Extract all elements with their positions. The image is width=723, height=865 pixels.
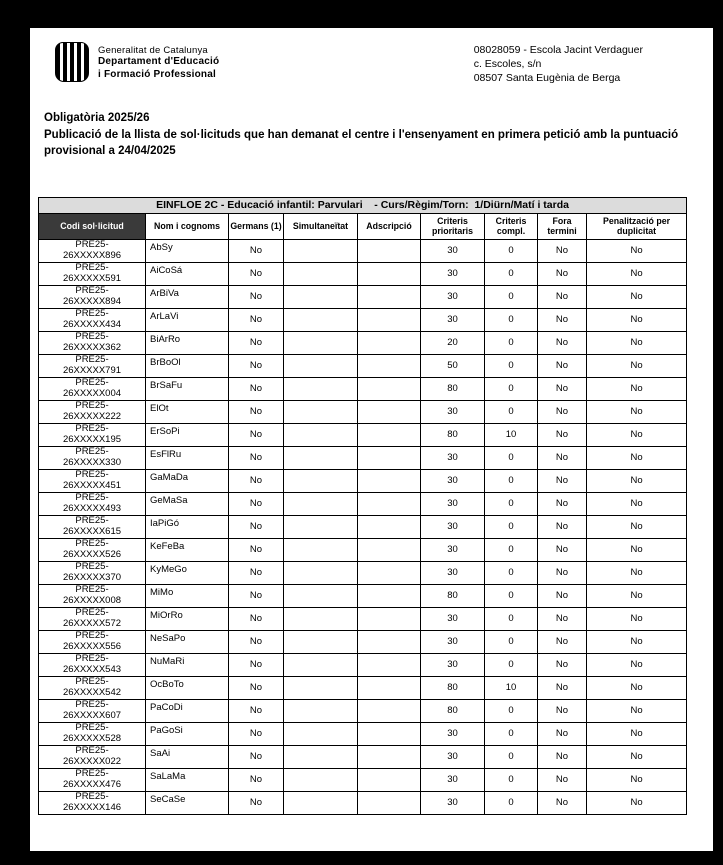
table-row bbox=[39, 423, 687, 446]
codi-cell: PRE25- 26XXXXX451 bbox=[39, 469, 146, 492]
table-row bbox=[39, 400, 687, 423]
simultaneitat-cell bbox=[284, 308, 358, 331]
criteris-compl-cell: 0 bbox=[485, 745, 538, 768]
criteris-compl-cell: 0 bbox=[485, 446, 538, 469]
penalitzacio-cell: No bbox=[587, 791, 687, 814]
table-row bbox=[39, 354, 687, 377]
org-line: Departament d'Educació bbox=[98, 56, 220, 67]
nom-cell: ErSoPi bbox=[146, 423, 229, 446]
generalitat-logo-icon bbox=[55, 42, 89, 82]
criteris-prioritaris-cell: 30 bbox=[421, 308, 485, 331]
penalitzacio-cell: No bbox=[587, 630, 687, 653]
adscripcio-cell bbox=[358, 653, 421, 676]
adscripcio-cell bbox=[358, 331, 421, 354]
school-street: c. Escoles, s/n bbox=[473, 58, 542, 71]
penalitzacio-cell: No bbox=[587, 699, 687, 722]
table-row bbox=[39, 607, 687, 630]
nom-cell: ArLaVi bbox=[146, 308, 229, 331]
simultaneitat-cell bbox=[284, 446, 358, 469]
codi-cell: PRE25- 26XXXXX615 bbox=[39, 515, 146, 538]
penalitzacio-cell: No bbox=[587, 446, 687, 469]
criteris-compl-cell: 0 bbox=[485, 538, 538, 561]
simultaneitat-cell bbox=[284, 239, 358, 262]
criteris-compl-cell: 0 bbox=[485, 308, 538, 331]
adscripcio-cell bbox=[358, 584, 421, 607]
criteris-prioritaris-cell: 30 bbox=[421, 446, 485, 469]
adscripcio-cell bbox=[358, 285, 421, 308]
adscripcio-cell bbox=[358, 607, 421, 630]
table-row bbox=[39, 469, 687, 492]
penalitzacio-cell: No bbox=[587, 239, 687, 262]
codi-cell: PRE25- 26XXXXX476 bbox=[39, 768, 146, 791]
adscripcio-cell bbox=[358, 676, 421, 699]
criteris-compl-cell: 0 bbox=[485, 515, 538, 538]
criteris-prioritaris-cell: 80 bbox=[421, 676, 485, 699]
school-code-name: 08028059 - Escola Jacint Verdaguer bbox=[473, 44, 643, 56]
criteris-compl-cell: 0 bbox=[485, 354, 538, 377]
adscripcio-cell bbox=[358, 492, 421, 515]
nom-cell: NeSaPo bbox=[146, 630, 229, 653]
title-line-1: Obligatòria 2025/26 bbox=[44, 111, 150, 124]
table-row bbox=[39, 285, 687, 308]
codi-cell: PRE25- 26XXXXX330 bbox=[39, 446, 146, 469]
nom-cell: GeMaSa bbox=[146, 492, 229, 515]
title-line-2: Publicació de la llista de sol·licituds que han demanat el centre i l'ensenyament en primera petició amb la puntuació provisional a 24/04/2025 bbox=[44, 128, 679, 157]
fora-termini-cell: No bbox=[538, 331, 587, 354]
nom-cell: SeCaSe bbox=[146, 791, 229, 814]
penalitzacio-cell: No bbox=[587, 285, 687, 308]
adscripcio-cell bbox=[358, 722, 421, 745]
criteris-prioritaris-cell: 30 bbox=[421, 469, 485, 492]
criteris-compl-cell: 0 bbox=[485, 492, 538, 515]
codi-cell: PRE25- 26XXXXX195 bbox=[39, 423, 146, 446]
criteris-prioritaris-cell: 20 bbox=[421, 331, 485, 354]
criteris-prioritaris-cell: 30 bbox=[421, 285, 485, 308]
table-row bbox=[39, 492, 687, 515]
fora-termini-cell: No bbox=[538, 446, 587, 469]
codi-cell: PRE25- 26XXXXX146 bbox=[39, 791, 146, 814]
table-row bbox=[39, 584, 687, 607]
fora-termini-cell: No bbox=[538, 515, 587, 538]
criteris-prioritaris-cell: 30 bbox=[421, 492, 485, 515]
penalitzacio-cell: No bbox=[587, 492, 687, 515]
codi-cell: PRE25- 26XXXXX542 bbox=[39, 676, 146, 699]
adscripcio-cell bbox=[358, 377, 421, 400]
simultaneitat-cell bbox=[284, 745, 358, 768]
codi-cell: PRE25- 26XXXXX556 bbox=[39, 630, 146, 653]
fora-termini-cell: No bbox=[538, 538, 587, 561]
criteris-prioritaris-cell: 80 bbox=[421, 377, 485, 400]
germans-cell: No bbox=[229, 377, 284, 400]
nom-cell: PaCoDi bbox=[146, 699, 229, 722]
germans-cell: No bbox=[229, 653, 284, 676]
table-row bbox=[39, 630, 687, 653]
simultaneitat-cell bbox=[284, 653, 358, 676]
table-body bbox=[39, 239, 687, 814]
fora-termini-cell: No bbox=[538, 745, 587, 768]
fora-termini-cell: No bbox=[538, 377, 587, 400]
penalitzacio-cell: No bbox=[587, 745, 687, 768]
simultaneitat-cell bbox=[284, 285, 358, 308]
table-row bbox=[39, 331, 687, 354]
codi-cell: PRE25- 26XXXXX607 bbox=[39, 699, 146, 722]
simultaneitat-cell bbox=[284, 630, 358, 653]
table-row bbox=[39, 676, 687, 699]
simultaneitat-cell bbox=[284, 331, 358, 354]
criteris-compl-cell: 0 bbox=[485, 768, 538, 791]
germans-cell: No bbox=[229, 331, 284, 354]
fora-termini-cell: No bbox=[538, 492, 587, 515]
germans-cell: No bbox=[229, 285, 284, 308]
penalitzacio-cell: No bbox=[587, 538, 687, 561]
nom-cell: OcBoTo bbox=[146, 676, 229, 699]
codi-cell: PRE25- 26XXXXX222 bbox=[39, 400, 146, 423]
column-header: Nom i cognoms bbox=[146, 213, 229, 239]
nom-cell: SaLaMa bbox=[146, 768, 229, 791]
nom-cell: AiCoSá bbox=[146, 262, 229, 285]
criteris-compl-cell: 0 bbox=[485, 262, 538, 285]
criteris-prioritaris-cell: 30 bbox=[421, 538, 485, 561]
applications-table bbox=[38, 197, 687, 815]
codi-cell: PRE25- 26XXXXX434 bbox=[39, 308, 146, 331]
fora-termini-cell: No bbox=[538, 308, 587, 331]
germans-cell: No bbox=[229, 745, 284, 768]
simultaneitat-cell bbox=[284, 262, 358, 285]
germans-cell: No bbox=[229, 400, 284, 423]
fora-termini-cell: No bbox=[538, 561, 587, 584]
penalitzacio-cell: No bbox=[587, 584, 687, 607]
germans-cell: No bbox=[229, 699, 284, 722]
germans-cell: No bbox=[229, 354, 284, 377]
simultaneitat-cell bbox=[284, 515, 358, 538]
org-line: i Formació Professional bbox=[98, 68, 216, 80]
simultaneitat-cell bbox=[284, 377, 358, 400]
adscripcio-cell bbox=[358, 308, 421, 331]
germans-cell: No bbox=[229, 423, 284, 446]
germans-cell: No bbox=[229, 607, 284, 630]
codi-cell: PRE25- 26XXXXX543 bbox=[39, 653, 146, 676]
criteris-compl-cell: 0 bbox=[485, 239, 538, 262]
criteris-prioritaris-cell: 30 bbox=[421, 722, 485, 745]
adscripcio-cell bbox=[358, 768, 421, 791]
fora-termini-cell: No bbox=[538, 469, 587, 492]
penalitzacio-cell: No bbox=[587, 331, 687, 354]
table-row bbox=[39, 538, 687, 561]
germans-cell: No bbox=[229, 676, 284, 699]
nom-cell: MiOrRo bbox=[146, 607, 229, 630]
nom-cell: IaPiGó bbox=[146, 515, 229, 538]
penalitzacio-cell: No bbox=[587, 676, 687, 699]
penalitzacio-cell: No bbox=[587, 515, 687, 538]
nom-cell: NuMaRi bbox=[146, 653, 229, 676]
adscripcio-cell bbox=[358, 538, 421, 561]
fora-termini-cell: No bbox=[538, 722, 587, 745]
nom-cell: KeFeBa bbox=[146, 538, 229, 561]
germans-cell: No bbox=[229, 492, 284, 515]
column-header: Criteris compl. bbox=[485, 213, 538, 239]
fora-termini-cell: No bbox=[538, 791, 587, 814]
simultaneitat-cell bbox=[284, 423, 358, 446]
fora-termini-cell: No bbox=[538, 423, 587, 446]
criteris-compl-cell: 0 bbox=[485, 653, 538, 676]
germans-cell: No bbox=[229, 308, 284, 331]
germans-cell: No bbox=[229, 469, 284, 492]
criteris-prioritaris-cell: 80 bbox=[421, 699, 485, 722]
penalitzacio-cell: No bbox=[587, 722, 687, 745]
codi-cell: PRE25- 26XXXXX528 bbox=[39, 722, 146, 745]
school-address-block bbox=[474, 42, 643, 86]
nom-cell: AbSy bbox=[146, 239, 229, 262]
criteris-prioritaris-cell: 30 bbox=[421, 768, 485, 791]
adscripcio-cell bbox=[358, 630, 421, 653]
criteris-prioritaris-cell: 30 bbox=[421, 791, 485, 814]
penalitzacio-cell: No bbox=[587, 262, 687, 285]
penalitzacio-cell: No bbox=[587, 607, 687, 630]
column-header: Germans (1) bbox=[229, 213, 284, 239]
codi-cell: PRE25- 26XXXXX572 bbox=[39, 607, 146, 630]
table-row bbox=[39, 561, 687, 584]
simultaneitat-cell bbox=[284, 699, 358, 722]
codi-cell: PRE25- 26XXXXX591 bbox=[39, 262, 146, 285]
criteris-prioritaris-cell: 30 bbox=[421, 653, 485, 676]
adscripcio-cell bbox=[358, 791, 421, 814]
simultaneitat-cell bbox=[284, 561, 358, 584]
adscripcio-cell bbox=[358, 354, 421, 377]
codi-cell: PRE25- 26XXXXX362 bbox=[39, 331, 146, 354]
column-header: Adscripció bbox=[358, 213, 421, 239]
germans-cell: No bbox=[229, 630, 284, 653]
fora-termini-cell: No bbox=[538, 239, 587, 262]
adscripcio-cell bbox=[358, 745, 421, 768]
codi-cell: PRE25- 26XXXXX004 bbox=[39, 377, 146, 400]
document-page bbox=[30, 28, 713, 851]
adscripcio-cell bbox=[358, 699, 421, 722]
criteris-compl-cell: 0 bbox=[485, 791, 538, 814]
column-header: Simultaneïtat bbox=[284, 213, 358, 239]
criteris-compl-cell: 0 bbox=[485, 722, 538, 745]
germans-cell: No bbox=[229, 538, 284, 561]
criteris-compl-cell: 0 bbox=[485, 584, 538, 607]
column-header: Fora termini bbox=[538, 213, 587, 239]
criteris-compl-cell: 0 bbox=[485, 630, 538, 653]
fora-termini-cell: No bbox=[538, 285, 587, 308]
penalitzacio-cell: No bbox=[587, 354, 687, 377]
criteris-compl-cell: 0 bbox=[485, 699, 538, 722]
criteris-compl-cell: 0 bbox=[485, 561, 538, 584]
criteris-prioritaris-cell: 30 bbox=[421, 745, 485, 768]
simultaneitat-cell bbox=[284, 538, 358, 561]
criteris-prioritaris-cell: 30 bbox=[421, 515, 485, 538]
simultaneitat-cell bbox=[284, 676, 358, 699]
adscripcio-cell bbox=[358, 262, 421, 285]
criteris-prioritaris-cell: 80 bbox=[421, 423, 485, 446]
document-header bbox=[55, 42, 643, 86]
penalitzacio-cell: No bbox=[587, 423, 687, 446]
germans-cell: No bbox=[229, 239, 284, 262]
nom-cell: ElOt bbox=[146, 400, 229, 423]
codi-cell: PRE25- 26XXXXX008 bbox=[39, 584, 146, 607]
table-caption: EINFLOE 2C - Educació infantil: Parvulari - Curs/Règim/Torn: 1/Diürn/Matí i tarda bbox=[39, 197, 687, 213]
germans-cell: No bbox=[229, 262, 284, 285]
penalitzacio-cell: No bbox=[587, 308, 687, 331]
criteris-compl-cell: 0 bbox=[485, 377, 538, 400]
criteris-prioritaris-cell: 30 bbox=[421, 561, 485, 584]
nom-cell: BrSaFu bbox=[146, 377, 229, 400]
fora-termini-cell: No bbox=[538, 354, 587, 377]
table-row bbox=[39, 446, 687, 469]
simultaneitat-cell bbox=[284, 791, 358, 814]
penalitzacio-cell: No bbox=[587, 469, 687, 492]
criteris-compl-cell: 0 bbox=[485, 331, 538, 354]
fora-termini-cell: No bbox=[538, 630, 587, 653]
fora-termini-cell: No bbox=[538, 768, 587, 791]
simultaneitat-cell bbox=[284, 469, 358, 492]
simultaneitat-cell bbox=[284, 722, 358, 745]
nom-cell: BiArRo bbox=[146, 331, 229, 354]
germans-cell: No bbox=[229, 446, 284, 469]
criteris-prioritaris-cell: 30 bbox=[421, 607, 485, 630]
table-row bbox=[39, 377, 687, 400]
fora-termini-cell: No bbox=[538, 584, 587, 607]
penalitzacio-cell: No bbox=[587, 561, 687, 584]
adscripcio-cell bbox=[358, 239, 421, 262]
nom-cell: MiMo bbox=[146, 584, 229, 607]
column-header: Penalització per duplicitat bbox=[587, 213, 687, 239]
germans-cell: No bbox=[229, 561, 284, 584]
codi-cell: PRE25- 26XXXXX526 bbox=[39, 538, 146, 561]
criteris-prioritaris-cell: 30 bbox=[421, 400, 485, 423]
codi-cell: PRE25- 26XXXXX791 bbox=[39, 354, 146, 377]
nom-cell: GaMaDa bbox=[146, 469, 229, 492]
adscripcio-cell bbox=[358, 446, 421, 469]
germans-cell: No bbox=[229, 515, 284, 538]
criteris-compl-cell: 0 bbox=[485, 469, 538, 492]
fora-termini-cell: No bbox=[538, 400, 587, 423]
table-row bbox=[39, 515, 687, 538]
penalitzacio-cell: No bbox=[587, 653, 687, 676]
criteris-compl-cell: 0 bbox=[485, 285, 538, 308]
criteris-prioritaris-cell: 30 bbox=[421, 239, 485, 262]
table-row bbox=[39, 308, 687, 331]
codi-cell: PRE25- 26XXXXX894 bbox=[39, 285, 146, 308]
table-row bbox=[39, 768, 687, 791]
fora-termini-cell: No bbox=[538, 653, 587, 676]
criteris-prioritaris-cell: 50 bbox=[421, 354, 485, 377]
table-row bbox=[39, 239, 687, 262]
column-header-row bbox=[39, 213, 687, 239]
fora-termini-cell: No bbox=[538, 262, 587, 285]
criteris-prioritaris-cell: 30 bbox=[421, 630, 485, 653]
nom-cell: KyMeGo bbox=[146, 561, 229, 584]
generalitat-brand bbox=[55, 42, 219, 86]
germans-cell: No bbox=[229, 791, 284, 814]
nom-cell: BrBoOl bbox=[146, 354, 229, 377]
germans-cell: No bbox=[229, 584, 284, 607]
simultaneitat-cell bbox=[284, 768, 358, 791]
nom-cell: SaAi bbox=[146, 745, 229, 768]
document-title bbox=[44, 110, 683, 159]
penalitzacio-cell: No bbox=[587, 768, 687, 791]
simultaneitat-cell bbox=[284, 584, 358, 607]
penalitzacio-cell: No bbox=[587, 400, 687, 423]
criteris-prioritaris-cell: 30 bbox=[421, 262, 485, 285]
school-city: 08507 Santa Eugènia de Berga bbox=[473, 72, 621, 85]
table-row bbox=[39, 745, 687, 768]
simultaneitat-cell bbox=[284, 354, 358, 377]
germans-cell: No bbox=[229, 768, 284, 791]
adscripcio-cell bbox=[358, 400, 421, 423]
nom-cell: EsFlRu bbox=[146, 446, 229, 469]
criteris-compl-cell: 10 bbox=[485, 676, 538, 699]
table-row bbox=[39, 262, 687, 285]
penalitzacio-cell: No bbox=[587, 377, 687, 400]
germans-cell: No bbox=[229, 722, 284, 745]
criteris-compl-cell: 0 bbox=[485, 400, 538, 423]
simultaneitat-cell bbox=[284, 400, 358, 423]
adscripcio-cell bbox=[358, 561, 421, 584]
nom-cell: ArBiVa bbox=[146, 285, 229, 308]
table-caption-row bbox=[39, 197, 687, 213]
codi-cell: PRE25- 26XXXXX022 bbox=[39, 745, 146, 768]
table-row bbox=[39, 653, 687, 676]
column-header: Codi sol·licitud bbox=[39, 213, 146, 239]
org-name-block bbox=[98, 42, 219, 81]
simultaneitat-cell bbox=[284, 607, 358, 630]
adscripcio-cell bbox=[358, 423, 421, 446]
criteris-compl-cell: 0 bbox=[485, 607, 538, 630]
criteris-prioritaris-cell: 80 bbox=[421, 584, 485, 607]
table-row bbox=[39, 699, 687, 722]
adscripcio-cell bbox=[358, 515, 421, 538]
codi-cell: PRE25- 26XXXXX493 bbox=[39, 492, 146, 515]
table-row bbox=[39, 722, 687, 745]
table-row bbox=[39, 791, 687, 814]
criteris-compl-cell: 10 bbox=[485, 423, 538, 446]
fora-termini-cell: No bbox=[538, 699, 587, 722]
fora-termini-cell: No bbox=[538, 676, 587, 699]
column-header: Criteris prioritaris bbox=[421, 213, 485, 239]
codi-cell: PRE25- 26XXXXX896 bbox=[39, 239, 146, 262]
codi-cell: PRE25- 26XXXXX370 bbox=[39, 561, 146, 584]
org-line: Generalitat de Catalunya bbox=[98, 45, 208, 56]
adscripcio-cell bbox=[358, 469, 421, 492]
nom-cell: PaGoSi bbox=[146, 722, 229, 745]
fora-termini-cell: No bbox=[538, 607, 587, 630]
simultaneitat-cell bbox=[284, 492, 358, 515]
